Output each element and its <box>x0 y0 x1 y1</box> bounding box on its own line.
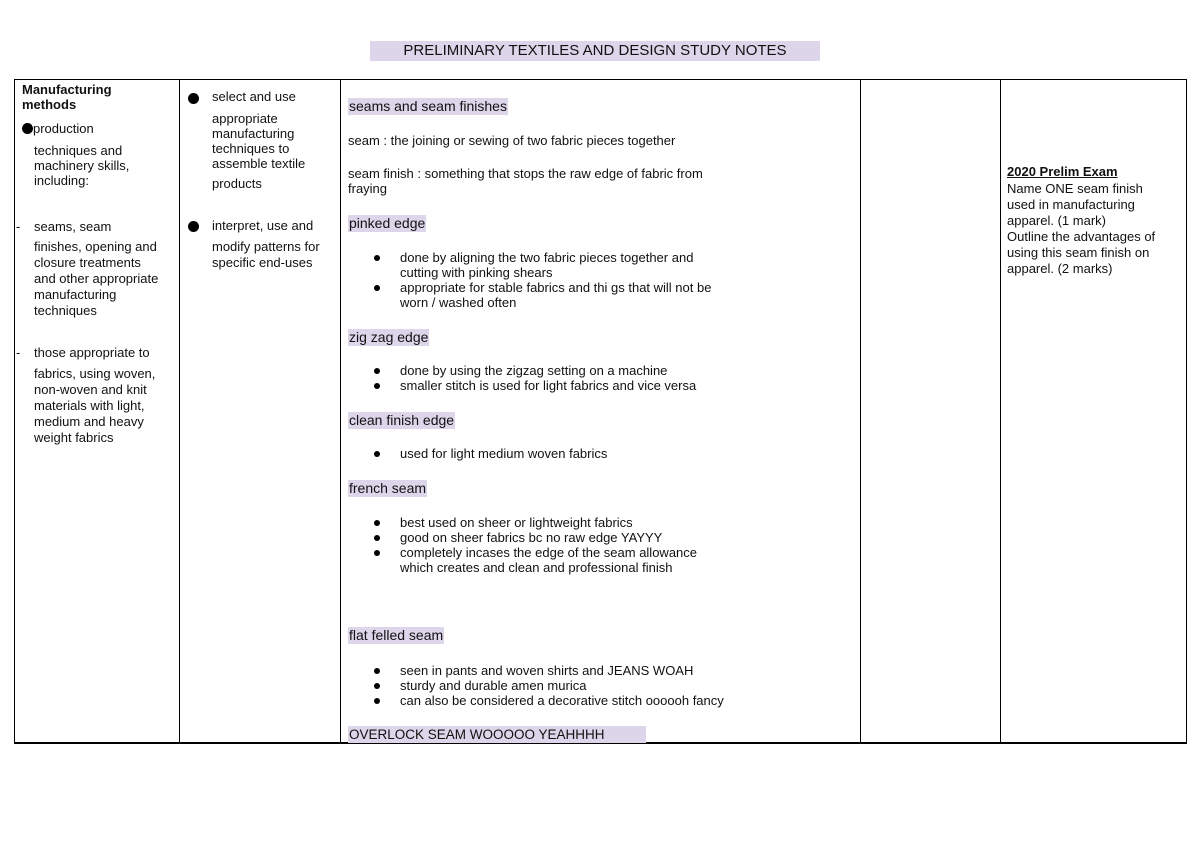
text-line: techniques to <box>212 141 290 156</box>
bullet-icon <box>374 535 380 541</box>
text-line: manufacturing <box>212 126 295 141</box>
text-line: fabrics, using woven, <box>34 366 156 381</box>
dash-marker: - <box>16 219 21 234</box>
text-line: apparel. (1 mark) <box>1007 213 1106 228</box>
text-line: using this seam finish on <box>1007 245 1150 260</box>
text-line: used in manufacturing <box>1007 197 1135 212</box>
bullet-icon <box>374 383 380 389</box>
text-line: manufacturing <box>34 287 117 302</box>
outcomes-cell <box>188 79 346 742</box>
section-heading: OVERLOCK SEAM WOOOOO YEAHHHH <box>348 726 646 743</box>
page-title: PRELIMINARY TEXTILES AND DESIGN STUDY NOTES <box>370 41 820 61</box>
section-heading: clean finish edge <box>349 412 455 428</box>
bullet-icon <box>374 368 380 374</box>
bullet-icon <box>374 550 380 556</box>
section-heading: Manufacturing <box>22 82 112 97</box>
notes-cell: seams and seam finishes seam : the joining or sewing of two fabric pieces together seam finish : something that stops the raw edge of fabric from fraying pinked edge done by aligning the two fabric pieces together and cutting with pinking shears appropriate for stable fabrics and thi gs that will not be worn / washed often zig zag edge done by using the zigzag setting on a machine smaller stitch is used for light fabrics and vice versa clean finish edge used for light medium woven fabrics french seam best used on sheer or lightweight fabrics good on sheer fabrics bc no raw edge YAYYY completely incases the edge of the seam allowance which creates and clean and professional finish flat felled seam seen in pants and woven shirts and JEANS WOAH sturdy and durable amen murica can also be considered a decorative stitch oooooh fancy OVERLOCK SEAM WOOOOO YEAHHHH <box>348 98 724 742</box>
bullet-icon <box>374 683 380 689</box>
section-heading: methods <box>22 97 77 112</box>
column-divider <box>14 79 15 744</box>
text-line: those appropriate to <box>34 345 150 360</box>
bullet-icon <box>374 698 380 704</box>
dash-marker: - <box>16 345 21 360</box>
bullet-icon <box>22 123 33 134</box>
text-line: medium and heavy <box>34 414 144 429</box>
definition-text: fraying <box>348 181 388 196</box>
bullet-label: production <box>33 121 94 136</box>
text-line: materials with light, <box>34 398 145 413</box>
text-line: modify patterns for <box>212 239 320 254</box>
text-line: machinery skills, <box>34 158 130 173</box>
text-line: interpret, use and <box>212 218 314 233</box>
column-divider <box>1186 79 1187 744</box>
bullet-icon <box>374 285 380 291</box>
text-line: non-woven and knit <box>34 382 147 397</box>
text-line: weight fabrics <box>34 430 114 445</box>
text-line: techniques <box>34 303 97 318</box>
section-heading: pinked edge <box>349 215 426 231</box>
text-line: including: <box>34 173 89 188</box>
section-heading: flat felled seam <box>349 627 444 643</box>
section-heading: seams and seam finishes <box>349 98 507 114</box>
bullet-icon <box>188 93 199 104</box>
syllabus-content-cell <box>16 79 182 742</box>
bullet-icon <box>188 221 199 232</box>
column-divider <box>1000 79 1001 744</box>
bullet-icon <box>374 668 380 674</box>
text-line: Outline the advantages of <box>1007 229 1156 244</box>
text-line: apparel. (2 marks) <box>1007 261 1113 276</box>
bullet-icon <box>374 255 380 261</box>
text-line: appropriate <box>212 111 278 126</box>
notes-table <box>14 79 1187 744</box>
text-line: assemble textile <box>212 156 306 171</box>
text-line: closure treatments <box>34 255 141 270</box>
bullet-icon <box>374 451 380 457</box>
exam-title: 2020 Prelim Exam <box>1007 164 1118 179</box>
exam-question-cell <box>1007 79 1183 742</box>
section-heading: french seam <box>349 480 427 496</box>
text-line: techniques and <box>34 143 123 158</box>
bullet-icon <box>374 520 380 526</box>
text-line: and other appropriate <box>34 271 159 286</box>
text-line: Name ONE seam finish <box>1007 181 1143 196</box>
definition-text: seam finish : something that stops the raw edge of fabric from <box>348 166 703 181</box>
text-line: select and use <box>212 89 296 104</box>
text-line: specific end-uses <box>212 255 313 270</box>
text-line: seams, seam <box>34 219 112 234</box>
section-heading: zig zag edge <box>349 329 429 345</box>
text-line: finishes, opening and <box>34 239 157 254</box>
definition-text: seam : the joining or sewing of two fabric pieces together <box>348 133 676 148</box>
text-line: products <box>212 176 262 191</box>
